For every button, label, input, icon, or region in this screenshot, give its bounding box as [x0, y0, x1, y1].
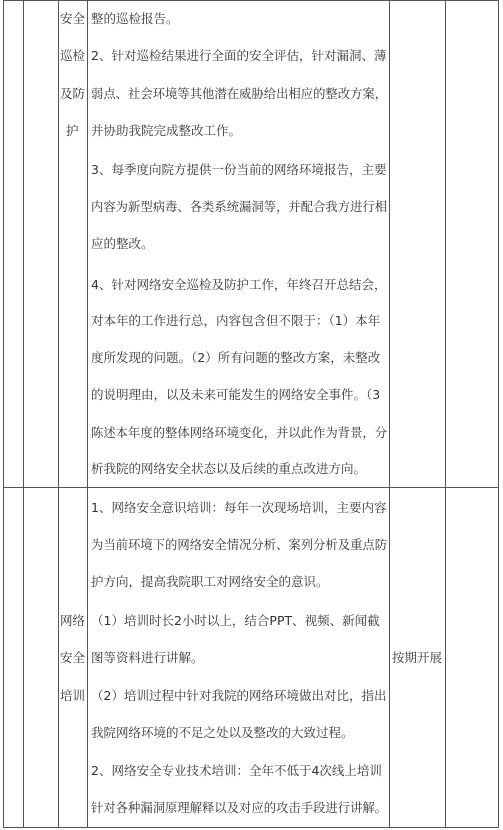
- column-divider-4: [389, 0, 390, 828]
- column-divider-5: [445, 0, 446, 828]
- table-top-border: [3, 0, 499, 1]
- row2-content-line: 图等资料进行讲解。: [91, 650, 204, 665]
- row-divider: [3, 487, 499, 488]
- row1-content-line: 并协助我院完成整改工作。: [91, 123, 242, 138]
- row1-content-line: 4、针对网络安全巡检及防护工作，年终召开总结会，: [91, 277, 387, 292]
- row1-content-line: 弱点、社会环境等其他潜在威胁给出相应的整改方案，: [91, 86, 388, 101]
- row2-content-line: 1、网络安全意识培训：每年一次现场培训，主要内容: [91, 500, 387, 515]
- row2-content-line: （2）培训过程中针对我院的网络环境做出对比，指出: [91, 688, 387, 703]
- row1-category-line: 安全: [60, 11, 86, 26]
- row2-content-line: 为当前环境下的网络安全情况分析、案列分析及重点防: [91, 537, 388, 552]
- row2-content-line: （1）培训时长2小时以上，结合PPT、视频、新闻截: [91, 613, 380, 628]
- row1-content-line: 内容为新型病毒、各类系统漏洞等，并配合我方进行相: [91, 199, 388, 214]
- row2-category-line: 培训: [60, 688, 86, 703]
- column-divider-2: [58, 0, 59, 828]
- row2-content-line: 护方向，提高我院职工对网络安全的意识。: [91, 574, 329, 589]
- row1-category-line: 护: [66, 123, 79, 138]
- row1-content-line: 3、每季度向院方提供一份当前的网络环境报告，主要: [91, 162, 387, 177]
- row2-content-line: 针对各种漏洞原理解释以及对应的攻击手段进行讲解。: [91, 800, 388, 815]
- column-divider-1: [23, 0, 24, 828]
- row1-category-line: 巡检: [60, 48, 86, 63]
- row2-category-line: 网络: [60, 613, 86, 628]
- row1-content-line: 的说明理由，以及未来可能发生的网络安全事件。（3: [91, 387, 381, 402]
- row1-category-line: 及防: [60, 86, 86, 101]
- column-divider-3: [87, 0, 88, 828]
- row2-schedule-text: 按期开展: [392, 650, 443, 665]
- table-bottom-border: [3, 827, 499, 828]
- row1-content-line: 2、针对巡检结果进行全面的安全评估，针对漏洞、薄: [91, 48, 387, 63]
- table-left-border: [3, 0, 4, 828]
- table-right-border: [498, 0, 499, 828]
- row2-content-line: 2、网络安全专业技术培训：全年不低于4次线上培训: [91, 763, 382, 778]
- row1-content-line: 对本年的工作进行总，内容包含但不限于：（1）本年: [91, 313, 381, 328]
- row1-content-line: 应的整改。: [91, 236, 154, 251]
- row1-content-line: 析我院的网络安全状态以及后续的重点改进方向。: [91, 461, 367, 476]
- row2-content-line: 我院网络环境的不足之处以及整改的大致过程。: [91, 725, 354, 740]
- row2-category-line: 安全: [60, 650, 86, 665]
- row1-content-line: 陈述本年度的整体网络环境变化，并以此作为背景，分: [91, 425, 388, 440]
- row1-content-line: 整的巡检报告。: [91, 11, 179, 26]
- row1-content-line: 度所发现的问题。（2）所有问题的整改方案，未整改: [91, 350, 381, 365]
